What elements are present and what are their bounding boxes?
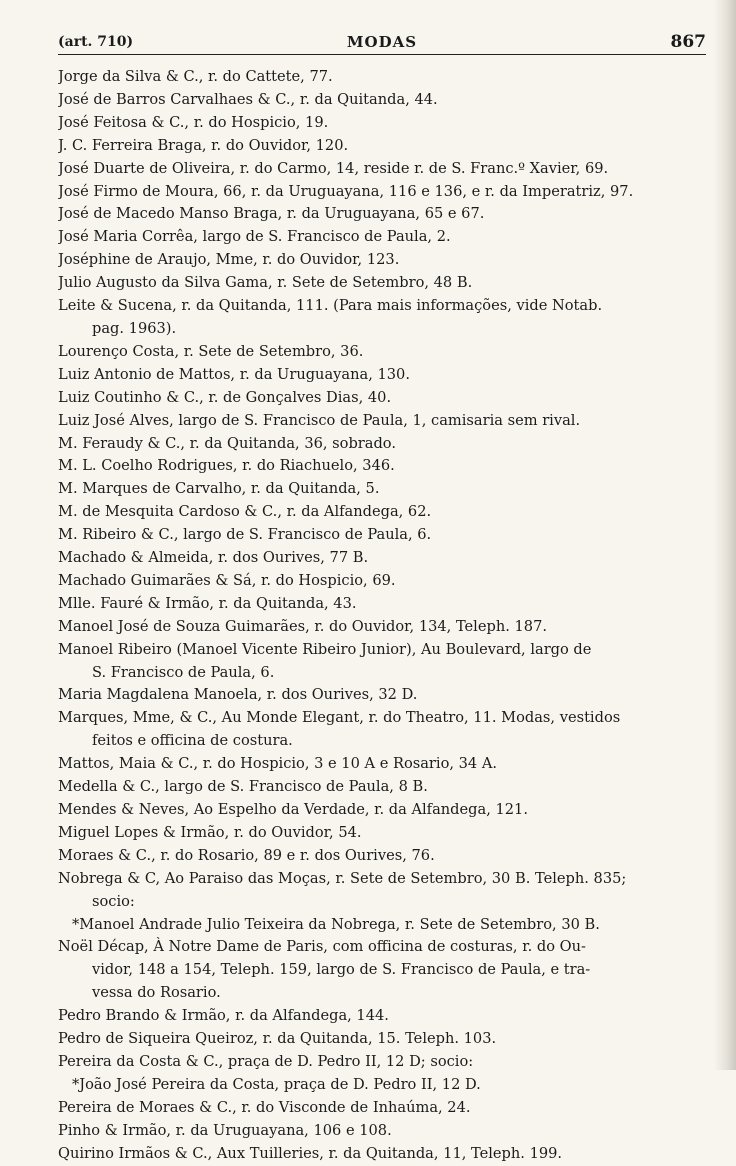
- entry-continuation: socio:: [92, 892, 135, 910]
- directory-entry: Manoel Ribeiro (Manoel Vicente Ribeiro Junior), Au Boulevard, largo de: [58, 640, 592, 658]
- directory-entry: Mattos, Maia & C., r. do Hospicio, 3 e 10 A e Rosario, 34 A.: [58, 755, 498, 773]
- entry-continuation: pag. 1963).: [92, 319, 177, 337]
- directory-entry: Julio Augusto da Silva Gama, r. Sete de Setembro, 48 B.: [58, 274, 473, 292]
- directory-entry: Luiz José Alves, largo de S. Francisco de Paula, 1, camisaria sem rival.: [58, 411, 581, 429]
- directory-entry: José Duarte de Oliveira, r. do Carmo, 14, reside r. de S. Franc.º Xavier, 69.: [58, 159, 609, 177]
- directory-entry: Pedro de Siqueira Queiroz, r. da Quitanda, 15. Teleph. 103.: [58, 1030, 497, 1048]
- directory-entry: Noël Décap, À Notre Dame de Paris, com officina de costuras, r. do Ou-: [58, 938, 586, 956]
- directory-entry: José Firmo de Moura, 66, r. da Uruguayana, 116 e 136, e r. da Imperatriz, 97.: [58, 182, 634, 200]
- entry-continuation: vessa do Rosario.: [92, 984, 221, 1002]
- entry-continuation: vidor, 148 a 154, Teleph. 159, largo de S. Francisco de Paula, e tra-: [92, 961, 591, 979]
- entry-list: [58, 66, 704, 1166]
- page-number: 867: [670, 32, 706, 52]
- directory-entry: Leite & Sucena, r. da Quitanda, 111. (Para mais informações, vide Notab.: [58, 297, 603, 315]
- running-header: [58, 30, 706, 55]
- directory-entry: José Maria Corrêa, largo de S. Francisco de Paula, 2.: [58, 228, 451, 246]
- partner-entry: *Manoel Andrade Julio Teixeira da Nobrega, r. Sete de Setembro, 30 B.: [72, 915, 600, 933]
- directory-entry: Maria Magdalena Manoela, r. dos Ourives, 32 D.: [58, 686, 418, 704]
- directory-entry: Pedro Brando & Irmão, r. da Alfandega, 144.: [58, 1007, 389, 1025]
- directory-entry: Luiz Antonio de Mattos, r. da Uruguayana, 130.: [58, 365, 410, 383]
- directory-entry: Manoel José de Souza Guimarães, r. do Ouvidor, 134, Teleph. 187.: [58, 617, 548, 635]
- directory-entry: Luiz Coutinho & C., r. de Gonçalves Dias, 40.: [58, 388, 392, 406]
- entry-continuation: S. Francisco de Paula, 6.: [92, 663, 275, 681]
- entry-continuation: feitos e officina de costura.: [92, 732, 293, 750]
- directory-entry: Pereira da Costa & C., praça de D. Pedro II, 12 D; socio:: [58, 1052, 474, 1070]
- directory-entry: Quirino Irmãos & C., Aux Tuilleries, r. da Quitanda, 11, Teleph. 199.: [58, 1144, 563, 1162]
- directory-entry: M. Feraudy & C., r. da Quitanda, 36, sobrado.: [58, 434, 396, 452]
- directory-entry: Lourenço Costa, r. Sete de Setembro, 36.: [58, 342, 364, 360]
- article-reference: (art. 710): [58, 34, 134, 50]
- directory-entry: Pereira de Moraes & C., r. do Visconde de Inhaúma, 24.: [58, 1098, 471, 1116]
- page-edge-shadow: [714, 0, 736, 1070]
- directory-entry: Machado Guimarães & Sá, r. do Hospicio, 69.: [58, 571, 396, 589]
- directory-entry: M. Marques de Carvalho, r. da Quitanda, 5.: [58, 480, 380, 498]
- directory-entry: Nobrega & C, Ao Paraiso das Moças, r. Sete de Setembro, 30 B. Teleph. 835;: [58, 869, 627, 887]
- directory-entry: Mendes & Neves, Ao Espelho da Verdade, r. da Alfandega, 121.: [58, 801, 528, 818]
- directory-entry: Machado & Almeida, r. dos Ourives, 77 B.: [58, 549, 369, 567]
- directory-entry: Medella & C., largo de S. Francisco de Paula, 8 B.: [58, 778, 428, 796]
- directory-entry: José de Barros Carvalhaes & C., r. da Quitanda, 44.: [58, 90, 438, 108]
- directory-entry: Mlle. Fauré & Irmão, r. da Quitanda, 43.: [58, 594, 357, 612]
- directory-entry: José Feitosa & C., r. do Hospicio, 19.: [58, 113, 329, 131]
- partner-entry: *João José Pereira da Costa, praça de D. Pedro II, 12 D.: [72, 1075, 481, 1093]
- directory-entry: Marques, Mme, & C., Au Monde Elegant, r. do Theatro, 11. Modas, vestidos: [58, 709, 621, 727]
- directory-entry: J. C. Ferreira Braga, r. do Ouvidor, 120.: [58, 136, 349, 154]
- directory-entry: M. Ribeiro & C., largo de S. Francisco de Paula, 6.: [58, 526, 432, 544]
- directory-entry: Joséphine de Araujo, Mme, r. do Ouvidor, 123.: [58, 251, 400, 269]
- directory-entry: Moraes & C., r. do Rosario, 89 e r. dos Ourives, 76.: [58, 846, 435, 864]
- directory-entry: Jorge da Silva & C., r. do Cattete, 77.: [58, 68, 333, 85]
- section-title: MODAS: [346, 33, 418, 51]
- directory-entry: Pinho & Irmão, r. da Uruguayana, 106 e 108.: [58, 1121, 392, 1139]
- directory-entry: José de Macedo Manso Braga, r. da Uruguayana, 65 e 67.: [58, 205, 485, 223]
- directory-entry: Miguel Lopes & Irmão, r. do Ouvidor, 54.: [58, 823, 362, 841]
- directory-entry: M. L. Coelho Rodrigues, r. do Riachuelo, 346.: [58, 457, 395, 475]
- directory-entry: M. de Mesquita Cardoso & C., r. da Alfandega, 62.: [58, 503, 432, 521]
